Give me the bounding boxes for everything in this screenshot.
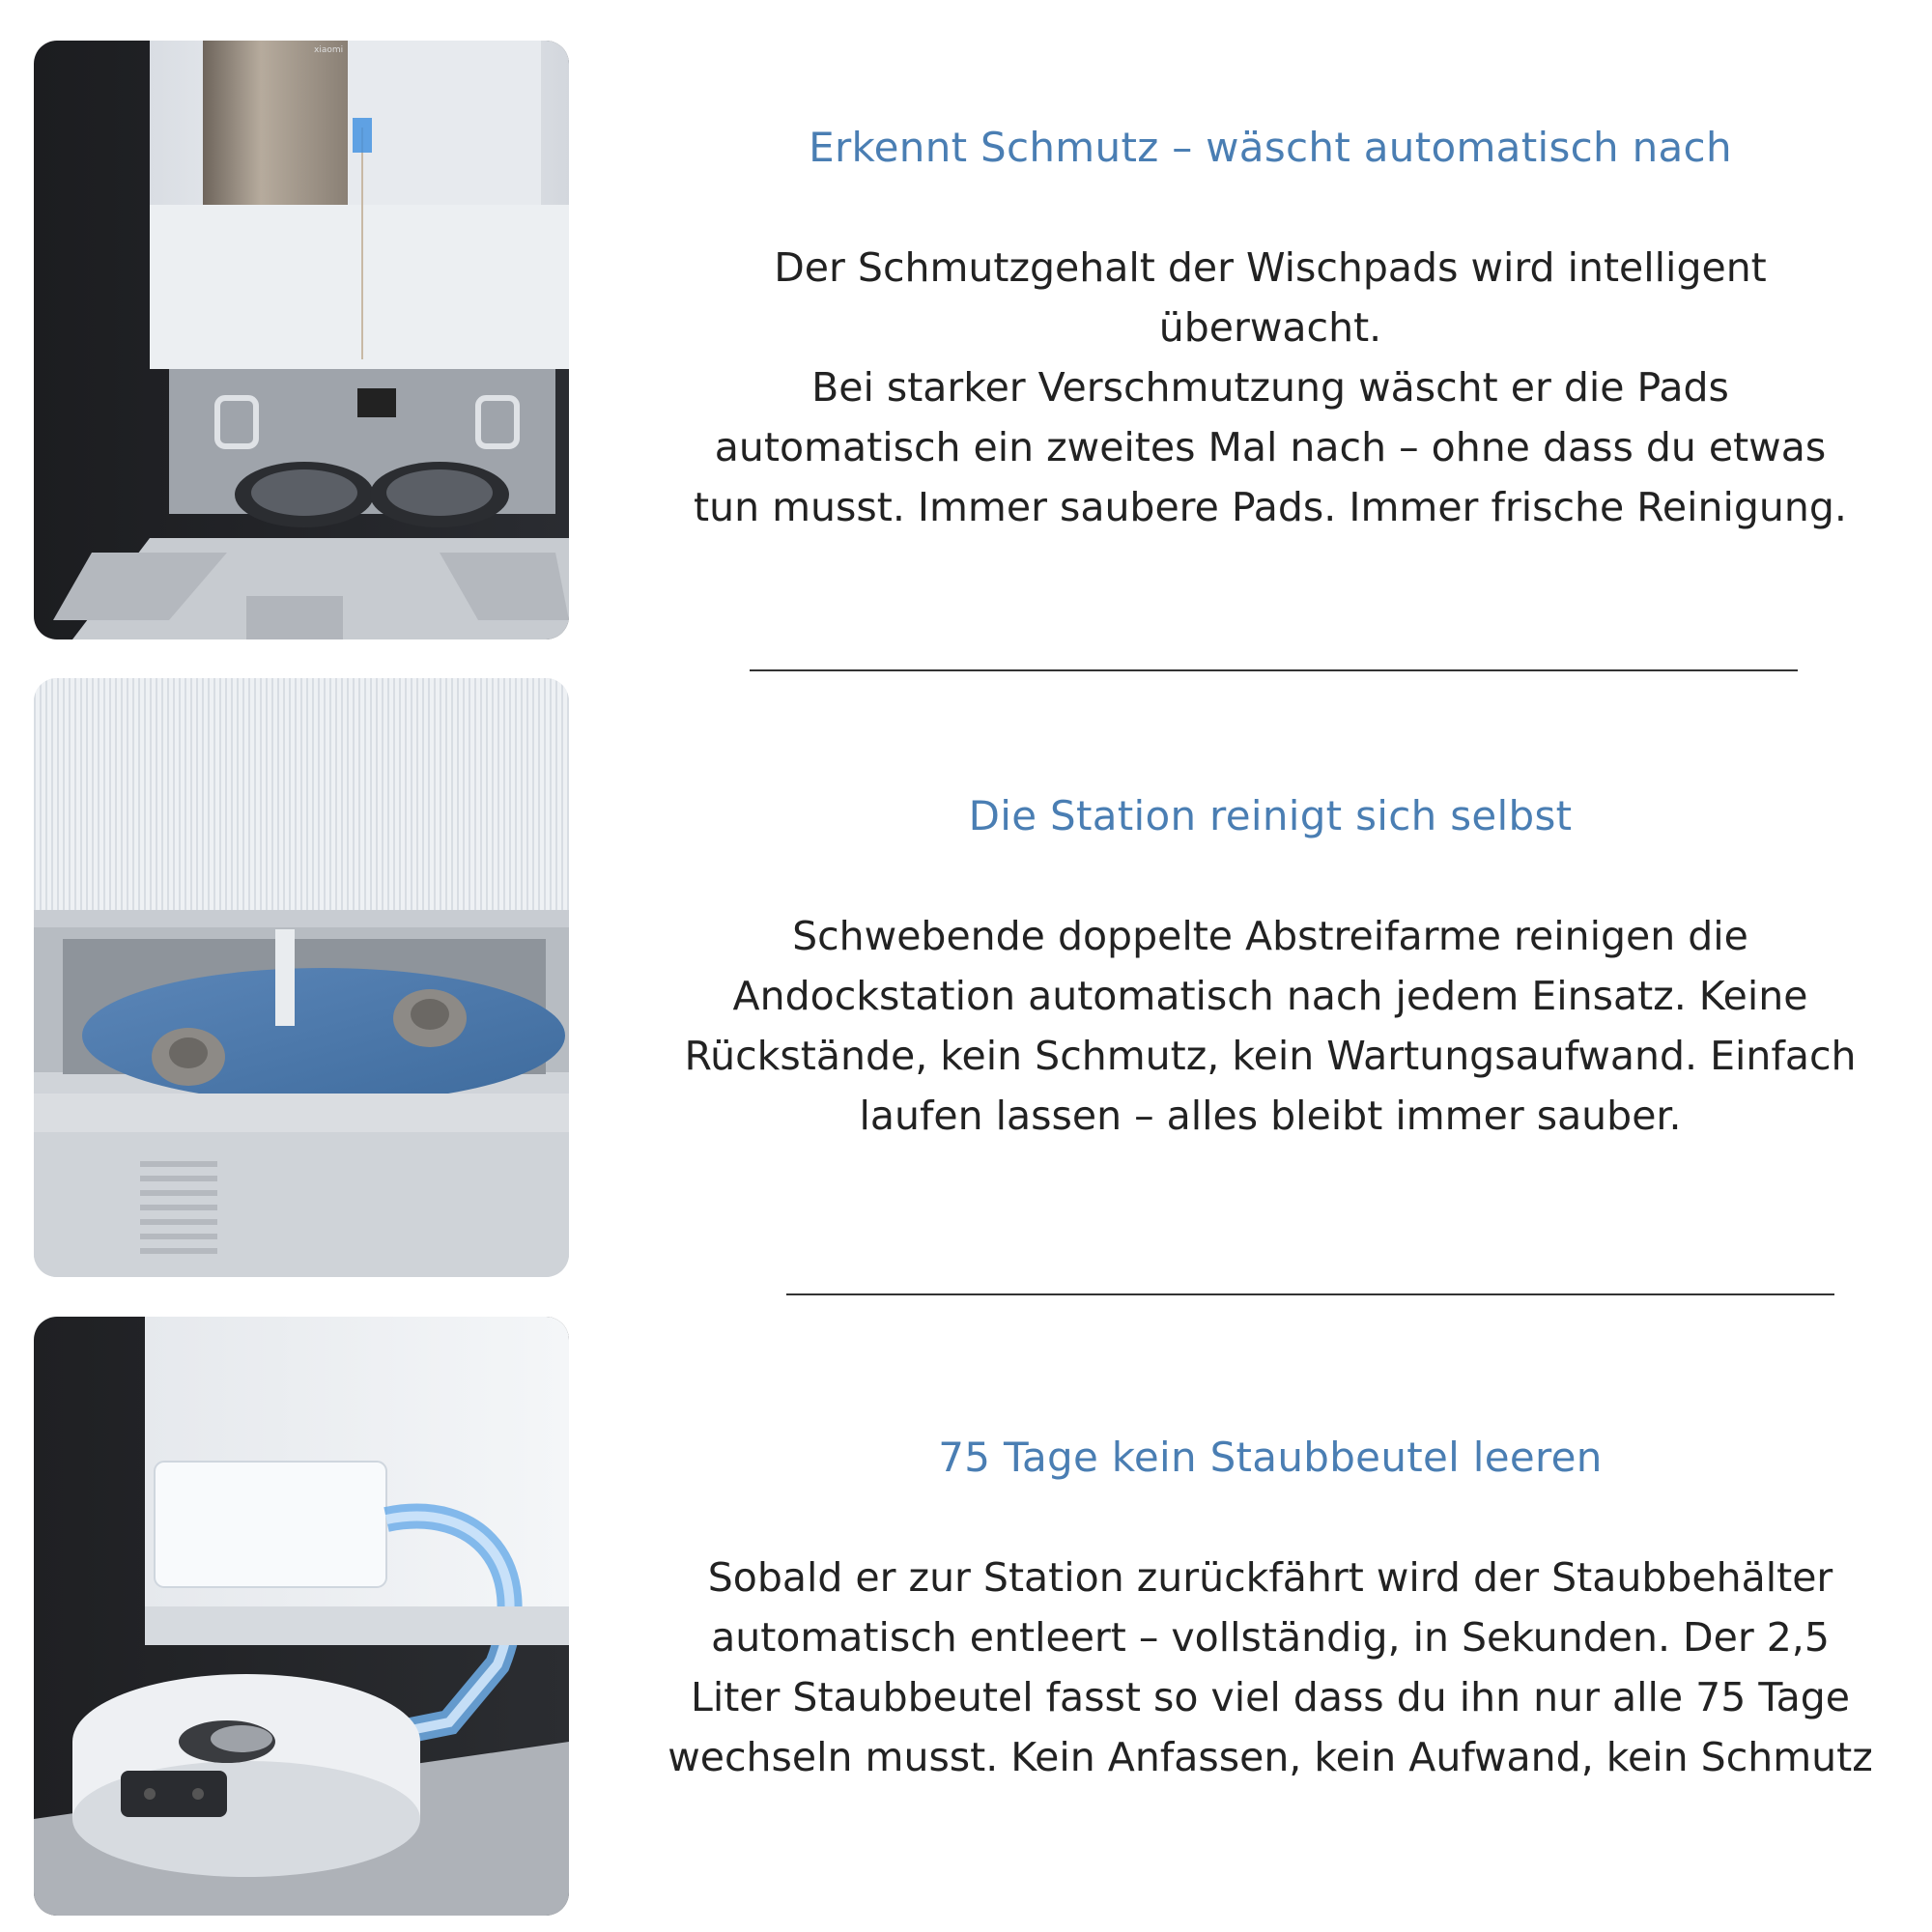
feature-description (628, 238, 1913, 537)
description-line: Andockstation automatisch nach jedem Einsatz. Keine (732, 973, 1808, 1020)
description-line: Schwebende doppelte Abstreifarme reinigen die (792, 913, 1748, 960)
feature-description (628, 906, 1913, 1146)
description-line: laufen lassen – alles bleibt immer sauber. (859, 1093, 1682, 1140)
description-line: tun musst. Immer saubere Pads. Immer frische Reinigung. (694, 484, 1847, 531)
section-divider (750, 669, 1798, 671)
feature-heading: Die Station reinigt sich selbst (968, 792, 1573, 839)
description-line: überwacht. (1158, 304, 1382, 352)
description-line: automatisch entleert – vollständig, in Sekunden. Der 2,5 (711, 1614, 1830, 1662)
section-divider (786, 1293, 1834, 1295)
description-line: Liter Staubbeutel fasst so viel dass du ihn nur alle 75 Tage (691, 1674, 1850, 1721)
description-line: wechseln musst. Kein Anfassen, kein Aufwand, kein Schmutz (668, 1734, 1873, 1781)
description-line: Sobald er zur Station zurückfährt wird der Staubbehälter (707, 1554, 1833, 1602)
feature-section-pad-wash (628, 124, 1913, 537)
station-self-cleaning-image (34, 678, 569, 1277)
feature-section-dust-bag (628, 1434, 1913, 1787)
feature-section-self-cleaning (628, 792, 1913, 1146)
dust-bag-emptying-image (34, 1317, 569, 1916)
feature-description (628, 1548, 1913, 1787)
svg-text:xiaomi: xiaomi (314, 45, 344, 55)
description-line: Bei starker Verschmutzung wäscht er die Pads (811, 364, 1729, 412)
cleaning-station-pad-wash-image (34, 41, 569, 639)
description-line: Rückstände, kein Schmutz, kein Wartungsaufwand. Einfach (684, 1033, 1857, 1080)
description-line: automatisch ein zweites Mal nach – ohne dass du etwas (714, 424, 1827, 471)
feature-heading: 75 Tage kein Staubbeutel leeren (938, 1434, 1603, 1481)
description-line: Der Schmutzgehalt der Wischpads wird intelligent (774, 244, 1767, 292)
feature-heading: Erkennt Schmutz – wäscht automatisch nach (809, 124, 1732, 171)
